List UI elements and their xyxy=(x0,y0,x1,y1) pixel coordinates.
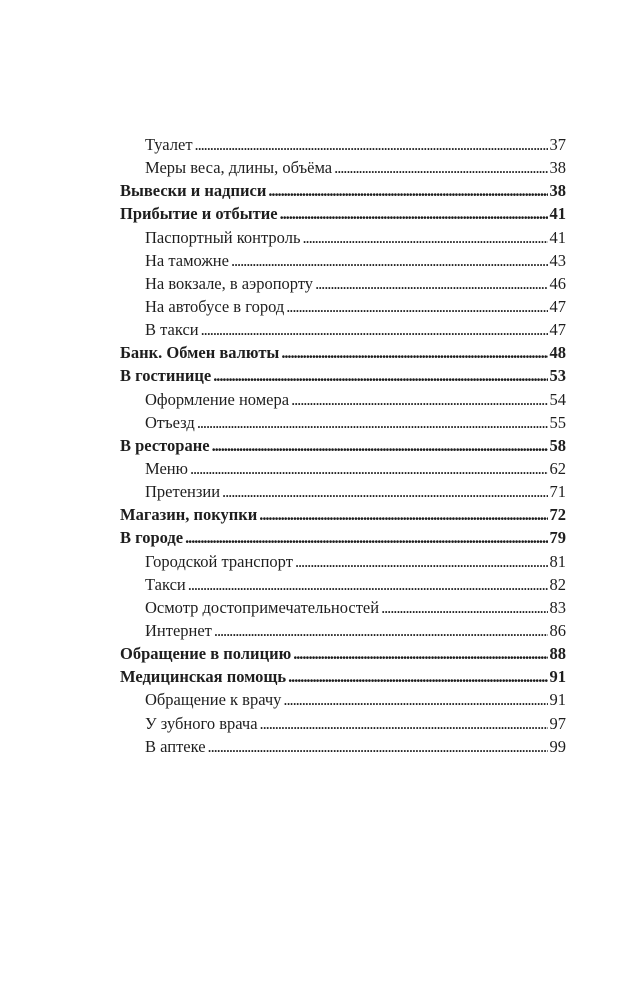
toc-subsection-entry xyxy=(120,596,566,619)
toc-subsection-entry xyxy=(120,712,566,735)
toc-section-entry xyxy=(120,434,566,457)
toc-entry-title: Такси xyxy=(145,574,186,594)
toc-entry-title: Городской транспорт xyxy=(145,551,293,571)
toc-entry-title: На вокзале, в аэропорту xyxy=(145,273,314,293)
toc-entry-page-number: 37 xyxy=(549,135,566,154)
toc-entry-page-number: 97 xyxy=(549,713,566,733)
toc-entry-title: В гостинице xyxy=(120,366,212,386)
dot-leader xyxy=(268,179,547,202)
toc-entry-page-number: 83 xyxy=(549,597,566,617)
toc-subsection-entry xyxy=(120,411,566,434)
toc-entry-page-number: 62 xyxy=(549,458,566,478)
toc-entry-page-number: 71 xyxy=(549,482,566,502)
toc-subsection-entry xyxy=(120,735,566,758)
toc-entry-title: На автобусе в город xyxy=(145,296,285,316)
toc-section-entry xyxy=(120,341,566,364)
toc-subsection-entry xyxy=(120,272,566,295)
toc-entry-page-number: 53 xyxy=(549,366,566,386)
dot-leader xyxy=(231,249,548,272)
toc-entry-title: На таможне xyxy=(145,250,229,270)
toc-subsection-entry xyxy=(120,156,566,179)
toc-entry-title: Туалет xyxy=(145,135,193,154)
toc-entry-title: Претензии xyxy=(145,482,221,502)
toc-subsection-entry xyxy=(120,226,566,249)
toc-entry-title: Вывески и надписи xyxy=(120,181,267,201)
dot-leader xyxy=(213,364,547,387)
dot-leader xyxy=(302,226,547,249)
dot-leader xyxy=(283,688,547,711)
toc-entry-title: В аптеке xyxy=(145,736,206,756)
toc-entry-title: Обращение к врачу xyxy=(145,690,282,710)
dot-leader xyxy=(190,457,548,480)
toc-entry-title: Интернет xyxy=(145,620,212,640)
toc-subsection-entry xyxy=(120,388,566,411)
toc-entry-title: Банк. Обмен валюты xyxy=(120,343,280,363)
toc-subsection-entry xyxy=(120,619,566,642)
toc-entry-page-number: 81 xyxy=(549,551,566,571)
toc-subsection-entry xyxy=(120,480,566,503)
toc-entry-title: Меню xyxy=(145,458,188,478)
dot-leader xyxy=(185,526,547,549)
toc-entry-page-number: 91 xyxy=(549,667,566,687)
dot-leader xyxy=(295,550,548,573)
dot-leader xyxy=(288,665,547,688)
dot-leader xyxy=(212,434,548,457)
toc-entry-page-number: 41 xyxy=(549,227,566,247)
dot-leader xyxy=(286,295,547,318)
toc-subsection-entry xyxy=(120,249,566,272)
toc-subsection-entry xyxy=(120,688,566,711)
dot-leader xyxy=(381,596,547,619)
toc-section-entry xyxy=(120,526,566,549)
toc-subsection-entry xyxy=(120,550,566,573)
toc-entry-page-number: 47 xyxy=(549,296,566,316)
toc-section-entry xyxy=(120,503,566,526)
toc-entry-page-number: 47 xyxy=(549,320,566,340)
dot-leader xyxy=(280,202,548,225)
toc-entry-page-number: 55 xyxy=(549,412,566,432)
dot-leader xyxy=(291,388,547,411)
toc-section-entry xyxy=(120,364,566,387)
toc-entry-title: Паспортный контроль xyxy=(145,227,301,247)
toc-section-entry xyxy=(120,665,566,688)
dot-leader xyxy=(201,318,548,341)
toc-entry-page-number: 38 xyxy=(549,181,566,201)
dot-leader xyxy=(197,411,548,434)
toc-subsection-entry xyxy=(120,133,566,156)
toc-entry-title: В такси xyxy=(145,320,199,340)
dot-leader xyxy=(195,133,548,156)
dot-leader xyxy=(281,341,547,364)
dot-leader xyxy=(222,480,547,503)
dot-leader xyxy=(260,712,548,735)
toc-section-entry xyxy=(120,642,566,665)
toc-entry-title: Магазин, покупки xyxy=(120,505,258,525)
toc-section-entry xyxy=(120,202,566,225)
toc-entry-page-number: 79 xyxy=(549,528,566,548)
dot-leader xyxy=(214,619,548,642)
table-of-contents xyxy=(120,133,566,758)
toc-subsection-entry xyxy=(120,457,566,480)
toc-entry-title: Прибытие и отбытие xyxy=(120,204,278,224)
toc-entry-page-number: 88 xyxy=(549,644,566,664)
toc-entry-page-number: 58 xyxy=(549,435,566,455)
toc-entry-page-number: 54 xyxy=(549,389,566,409)
toc-entry-title: Обращение в полицию xyxy=(120,644,292,664)
toc-entry-page-number: 99 xyxy=(549,736,566,756)
dot-leader xyxy=(293,642,547,665)
toc-entry-page-number: 48 xyxy=(549,343,566,363)
dot-leader xyxy=(259,503,547,526)
dot-leader xyxy=(334,156,547,179)
toc-entry-title: Медицинская помощь xyxy=(120,667,287,687)
toc-entry-page-number: 38 xyxy=(549,158,566,178)
toc-entry-title: Осмотр достопримечательностей xyxy=(145,597,380,617)
toc-entry-page-number: 46 xyxy=(549,273,566,293)
toc-entry-page-number: 72 xyxy=(549,505,566,525)
toc-entry-title: У зубного врача xyxy=(145,713,258,733)
toc-entry-title: Меры веса, длины, объёма xyxy=(145,158,333,178)
toc-subsection-entry xyxy=(120,295,566,318)
toc-entry-page-number: 91 xyxy=(549,690,566,710)
toc-subsection-entry xyxy=(120,573,566,596)
dot-leader xyxy=(208,735,548,758)
toc-entry-title: Оформление номера xyxy=(145,389,290,409)
toc-entry-page-number: 43 xyxy=(549,250,566,270)
toc-section-entry xyxy=(120,179,566,202)
toc-entry-page-number: 41 xyxy=(549,204,566,224)
toc-entry-title: Отъезд xyxy=(145,412,195,432)
toc-entry-page-number: 86 xyxy=(549,620,566,640)
dot-leader xyxy=(315,272,547,295)
dot-leader xyxy=(188,573,548,596)
toc-entry-title: В ресторане xyxy=(120,435,210,455)
toc-entry-title: В городе xyxy=(120,528,184,548)
toc-entry-page-number: 82 xyxy=(549,574,566,594)
toc-subsection-entry xyxy=(120,318,566,341)
